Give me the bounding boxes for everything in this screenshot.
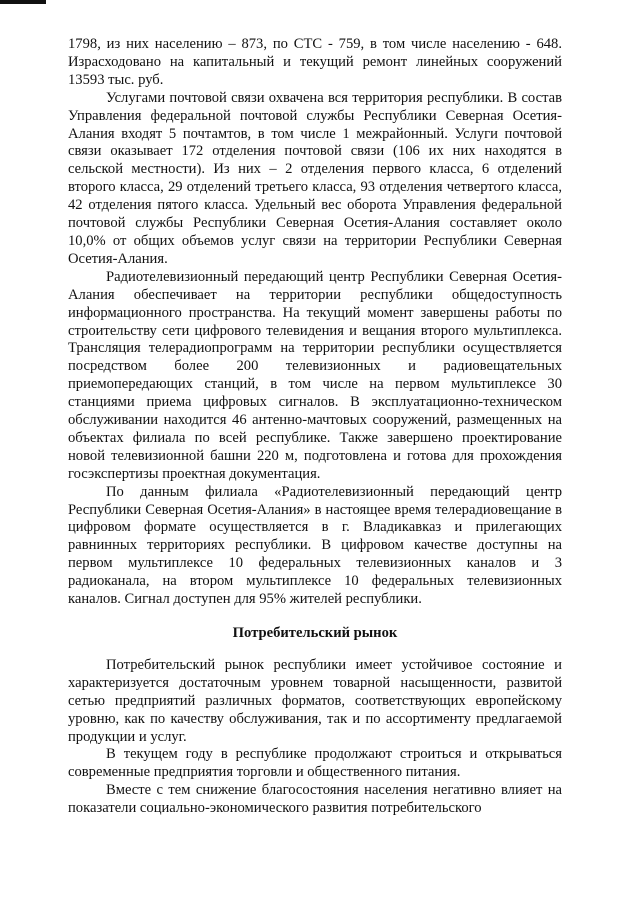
document-page xyxy=(68,36,562,818)
section-heading: Потребительский рынок xyxy=(232,625,398,641)
scan-corner-mark xyxy=(0,0,46,4)
paragraph-telecom-stats: 1798, из них населению – 873, по СТС - 759, в том числе населению - 648. Израсходовано на капитальный и текущий ремонт линейных сооружений 13593 тыс. руб. xyxy=(68,36,562,88)
paragraph-postal-service: Услугами почтовой связи охвачена вся территория республики. В состав Управления федеральной почтовой службы Республики Северная Осетия-Алания входят 5 почтамтов, в том числе 1 межрайонный. Услуги почтовой связи оказывает 172 отделения почтовой связи (106 их них находятся в сельской местности). Из них – 2 отделения первого класса, 6 отделений второго класса, 29 отделений третьего класса, 93 отделения четвертого класса, 42 отделения пятого класса. Удельный вес оборота Управления федеральной почтовой службы Республики Северная Осетия-Алания составляет около 10,0% от общих объемов услуг связи на территории Республики Северная Осетия-Алания. xyxy=(68,89,562,267)
paragraph-digital-broadcasting: По данным филиала «Радиотелевизионный передающий центр Республики Северная Осетия-Алания» в настоящее время телерадиовещание в цифровом формате осуществляется в г. Владикавказ и прилегающих равнинных территориях республики. В цифровом качестве доступны на первом мультиплексе 10 федеральных телевизионных каналов и 3 радиоканала, на втором мультиплексе 10 федеральных телевизионных каналов. Сигнал доступен для 95% жителей республики. xyxy=(68,483,562,608)
paragraph-broadcast-center: Радиотелевизионный передающий центр Республики Северная Осетия-Алания обеспечивает на территории республики общедоступность информационного пространства. На текущий момент завершены работы по строительству сети цифрового телевидения и вещания второго мультиплекса. Трансляция телерадиопрограмм на территории республики осуществляется посредством более 200 телевизионных и радиовещательных приемопередающих станций, в том числе на первом мультиплексе 30 станциями приема цифровых сигналов. В эксплуатационно-техническом обслуживании находится 46 антенно-мачтовых сооружений, размещенных на объектах филиала по всей республике. Также завершено проектирование новой телевизионной башни 220 м, подготовлена и готова для прохождения госэкспертизы проектная документация. xyxy=(68,268,562,482)
paragraph-consumer-market: Потребительский рынок республики имеет устойчивое состояние и характеризуется достаточным уровнем товарной насыщенности, развитой сетью предприятий различных форматов, соответствующих европейскому уровню, как по качеству обслуживания, так и по ассортименту предлагаемой продукции и услуг. xyxy=(68,656,562,745)
paragraph-welfare-impact: Вместе с тем снижение благосостояния населения негативно влияет на показатели социально-экономического развития потребительского xyxy=(68,782,562,817)
paragraph-new-enterprises: В текущем году в республике продолжают строиться и открываться современные предприятия торговли и общественного питания. xyxy=(68,746,562,781)
